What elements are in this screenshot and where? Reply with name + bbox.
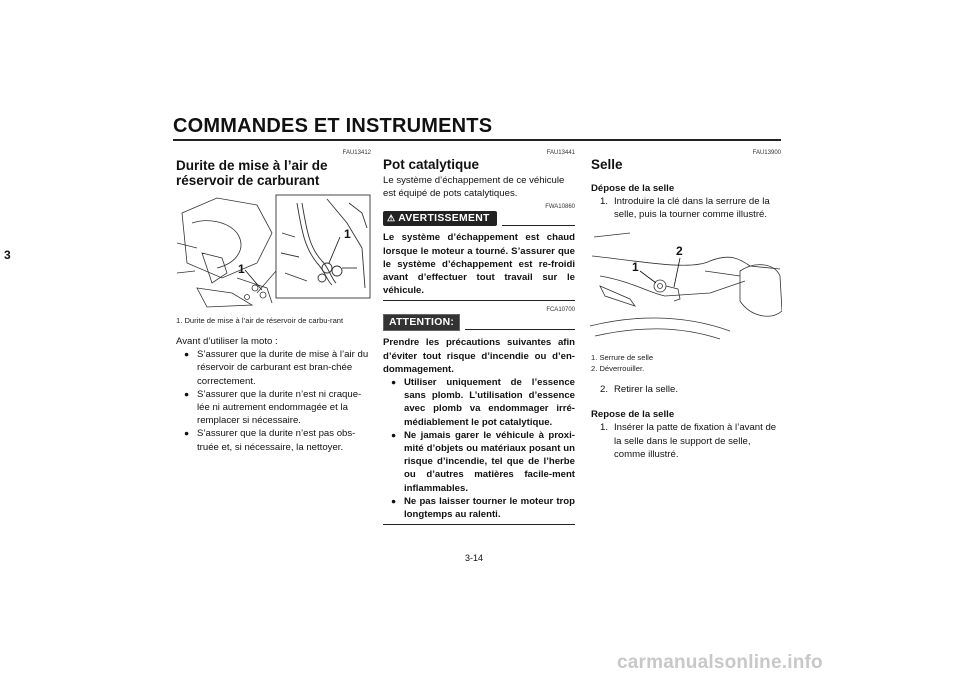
warning-header xyxy=(383,211,575,226)
seat-lock-illustration xyxy=(590,231,782,341)
step-number: 1. xyxy=(600,196,609,208)
figure-label-1b: 1 xyxy=(238,262,245,276)
column-seat-body xyxy=(591,352,781,461)
section-code: FAU13900 xyxy=(752,150,781,156)
install-step xyxy=(600,421,781,461)
figure-caption: 1. Serrure de selle xyxy=(591,353,654,362)
section-heading: Selle xyxy=(591,157,623,172)
column-catalytic xyxy=(383,150,575,525)
warning-text: Le système d’échappement est chaud lorsque le moteur a tourné. S’assurer que le système d’échappement est re-froidi avant d’effectuer tout travail sur le véhicule. xyxy=(383,232,575,297)
figure-label-2: 2 xyxy=(676,244,683,258)
removal-title: Dépose de la selle xyxy=(591,183,675,194)
intro-text: Le système d’échappement de ce véhicule est équipé de pots catalytiques. xyxy=(383,175,565,200)
step-number: 2. xyxy=(600,384,609,395)
section-heading: Pot catalytique xyxy=(383,157,480,172)
page-title: COMMANDES ET INSTRUMENTS xyxy=(173,115,493,137)
install-title: Repose de la selle xyxy=(591,409,675,421)
section-heading: Durite de mise à l’air de réservoir de carburant xyxy=(176,158,328,188)
step-text: Retirer la selle. xyxy=(614,384,678,395)
fuel-vent-hose-illustration xyxy=(177,193,371,310)
page-number: 3-14 xyxy=(465,553,484,563)
warning-rule xyxy=(502,225,575,226)
column-seat xyxy=(591,150,781,222)
caution-rule xyxy=(465,329,575,330)
bullet-item: ● S’assurer que la durite n’est pas obs-truée et, si nécessaire, la nettoyer. xyxy=(184,427,371,453)
caution-code: FCA10700 xyxy=(546,307,575,314)
bullet-item: ● S’assurer que la durite de mise à l’air du réservoir de carburant est bran-chée correctement. xyxy=(184,348,371,388)
bullet-item: ● Ne pas laisser tourner le moteur trop longtemps au ralenti. xyxy=(391,495,575,521)
intro-text: Avant d’utiliser la moto : xyxy=(176,336,278,347)
bullet-item: ● Ne jamais garer le véhicule à proxi-mité d’objets ou matériaux posant un risque d’incendie, tel que de l’herbe ou d’autres matières facile-ment inflammables. xyxy=(391,429,575,495)
step-text: Introduire la clé dans la serrure de la selle, puis la tourner comme illustré. xyxy=(614,196,770,221)
title-rule xyxy=(173,139,781,141)
chapter-tab: 3 xyxy=(4,248,11,262)
removal-step xyxy=(600,383,781,396)
bullet-list xyxy=(176,348,371,454)
warning-code: FWA10860 xyxy=(545,204,575,211)
caution-bullets xyxy=(383,376,575,521)
caution-intro: Prendre les précautions suivantes afin d’éviter tout risque d’incendie ou d’en-dommagement. xyxy=(383,337,575,375)
bullet-item: ● Utiliser uniquement de l’essence sans plomb. L’utilisation d’essence avec plomb va endommager irré-médiablement le pot catalytique. xyxy=(391,376,575,429)
site-watermark: carmanualsonline.info xyxy=(617,652,823,673)
caution-label: ATTENTION: xyxy=(383,314,460,331)
step-text: Insérer la patte de fixation à l’avant de la selle dans le support de selle, comme illustré. xyxy=(614,422,777,460)
step-number: 1. xyxy=(600,422,609,434)
warning-badge xyxy=(383,211,497,226)
column-fuel-vent xyxy=(176,150,371,188)
caution-header xyxy=(383,314,575,331)
figure-label-1a: 1 xyxy=(344,227,351,241)
removal-step xyxy=(600,195,781,221)
caution-end-rule xyxy=(383,524,575,525)
figure-label-1: 1 xyxy=(632,260,639,274)
section-code: FAU13412 xyxy=(342,150,371,156)
warning-label: AVERTISSEMENT xyxy=(398,213,490,225)
section-code: FAU13441 xyxy=(546,150,575,156)
figure-caption: 2. Déverrouiller. xyxy=(591,364,645,373)
warning-icon: ⚠ xyxy=(387,213,396,224)
warning-end-rule xyxy=(383,300,575,301)
bullet-item: ● S’assurer que la durite n’est ni craque-lée ni autrement endommagée et la remplacer si nécessaire. xyxy=(184,388,371,428)
figure-caption: 1. Durite de mise à l’air de réservoir de carbu-rant xyxy=(176,316,344,325)
column-fuel-vent-body xyxy=(176,315,371,454)
